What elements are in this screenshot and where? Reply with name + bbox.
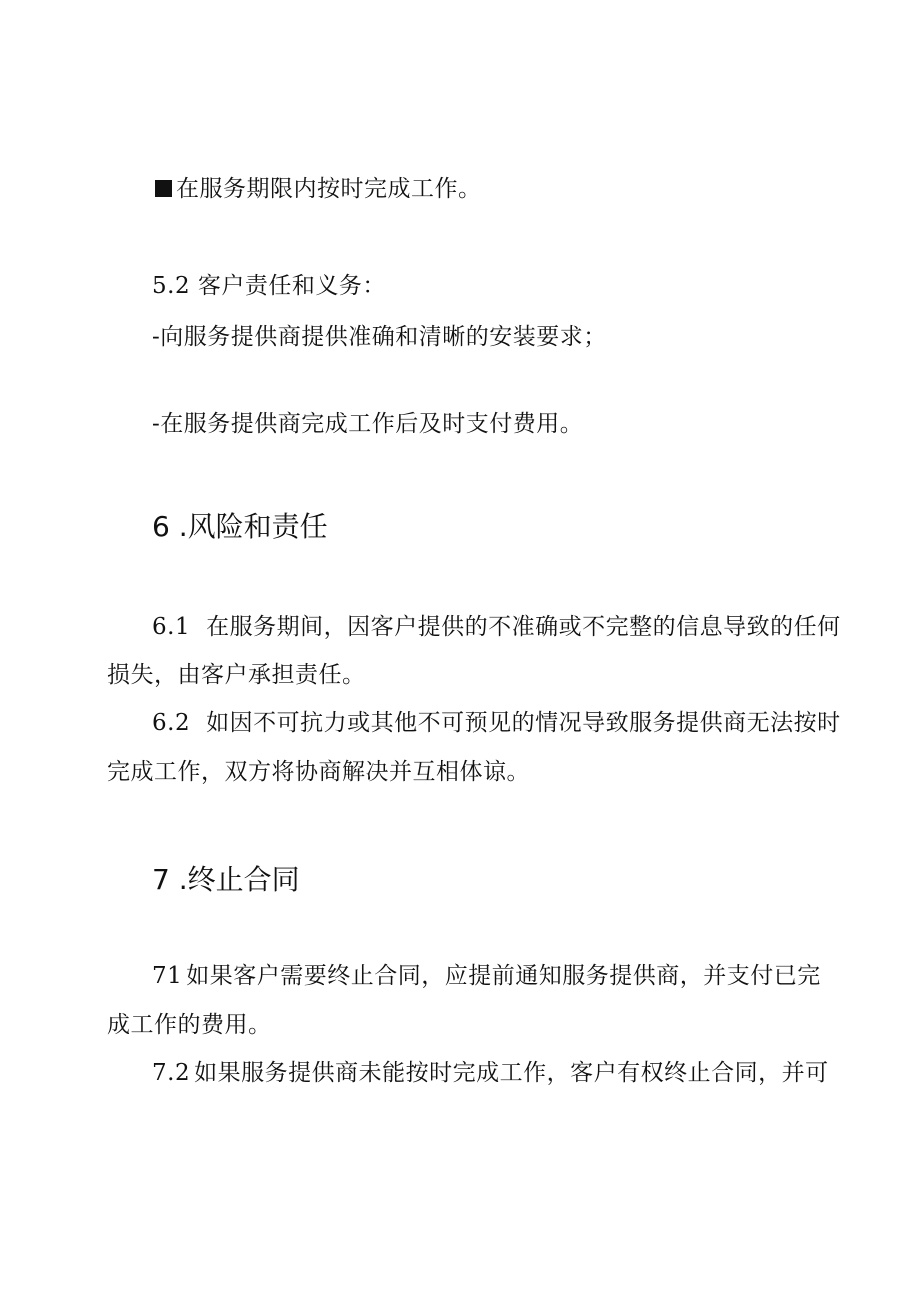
section-number: 7	[152, 863, 170, 896]
section-heading-6	[152, 510, 328, 544]
section-title: .风险和责任	[178, 510, 328, 543]
clause-text: 如果客户需要终止合同，应提前通知服务提供商，并支付已完	[186, 963, 821, 989]
clause-6-2-line1	[152, 708, 841, 738]
section-heading-7	[152, 863, 300, 897]
clause-number: 6.1	[152, 614, 191, 640]
clause-7-2-line1	[152, 1058, 829, 1088]
clause-text: 如果服务提供商未能按时完成工作，客户有权终止合同，并可	[194, 1060, 829, 1086]
clause-6-2-line2: 完成工作，双方将协商解决并互相体谅。	[107, 759, 530, 785]
clause-6-1-line2: 损失，由客户承担责任。	[107, 662, 366, 688]
clause-text: 如因不可抗力或其他不可预见的情况导致服务提供商无法按时	[206, 710, 841, 736]
clause-number: 7.2	[152, 1060, 191, 1086]
clause-number: 6.2	[152, 710, 191, 736]
clause-6-1-line1	[152, 612, 841, 642]
clause-7-1-line1	[152, 961, 821, 991]
bullet-item	[155, 174, 482, 204]
square-bullet-icon	[155, 180, 172, 197]
list-item: -在服务提供商完成工作后及时支付费用。	[152, 411, 584, 437]
section-title: .终止合同	[178, 863, 300, 896]
subsection-title-5-2: 5.2 客户责任和义务：	[152, 273, 386, 299]
bullet-item-text: 在服务期限内按时完成工作。	[176, 176, 482, 202]
clause-number: 71	[152, 963, 183, 989]
clause-7-1-line2: 成工作的费用。	[107, 1012, 272, 1038]
clause-text: 在服务期间，因客户提供的不准确或不完整的信息导致的任何	[206, 614, 841, 640]
list-item: -向服务提供商提供准确和清晰的安装要求；	[152, 324, 607, 350]
section-number: 6	[152, 510, 170, 543]
